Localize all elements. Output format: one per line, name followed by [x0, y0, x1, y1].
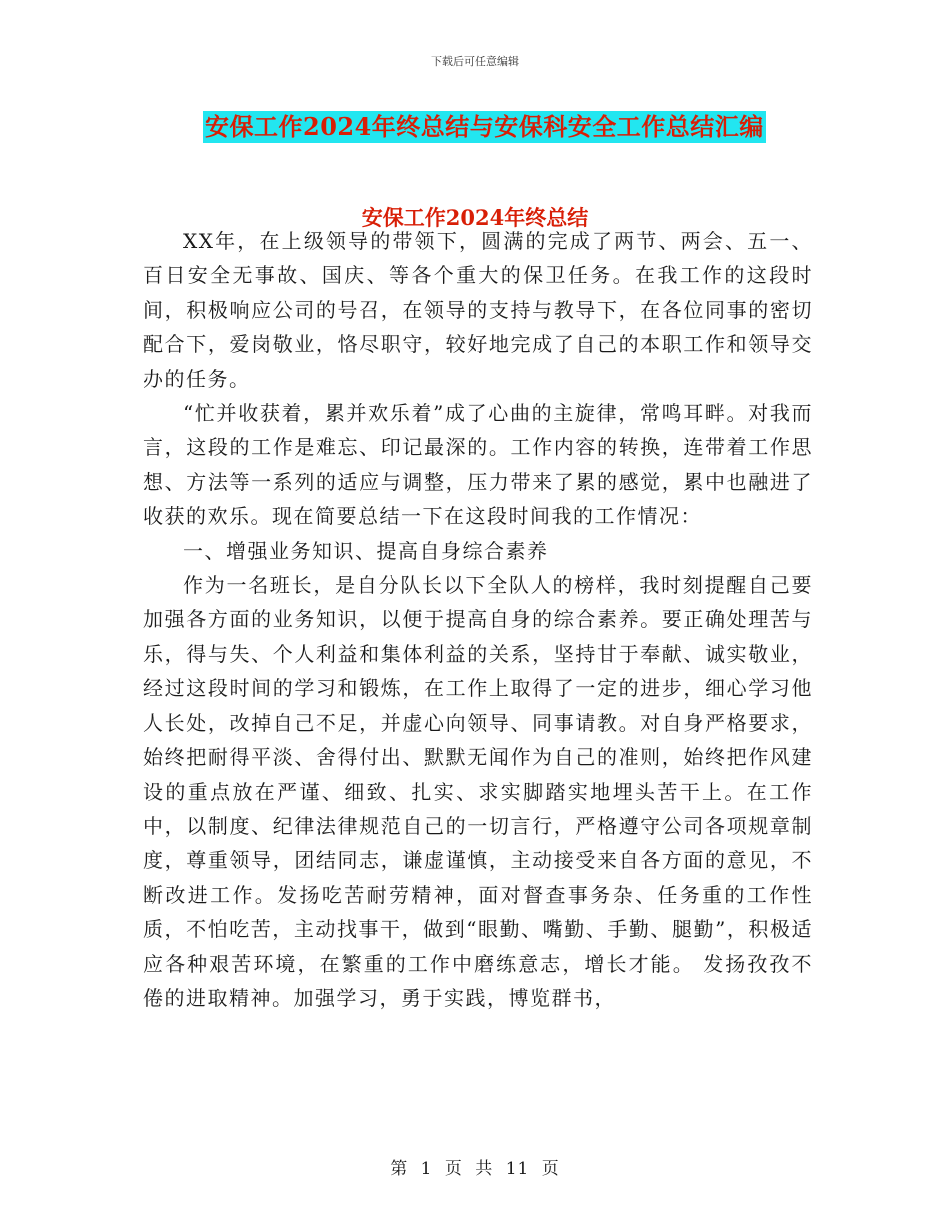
current-page-number: 1: [420, 1159, 433, 1179]
page-footer: [0, 1154, 950, 1179]
page-label-mid: 页: [444, 1159, 463, 1179]
paragraph-reflection: “忙并收获着，累并欢乐着”成了心曲的主旋律，常鸣耳畔。对我而言，这段的工作是难忘、印记最深的。工作内容的转换，连带着工作思想、方法等一系列的适应与调整，压力带来了累的感觉，累中也融进了收获的欢乐。现在简要总结一下在这段时间我的工作情况：: [143, 401, 813, 529]
section-title: 安保工作2024年终总结: [361, 205, 589, 230]
page-label-suffix: 页: [541, 1159, 560, 1179]
main-title: 安保工作2024年终总结与安保科安全工作总结汇编: [205, 112, 764, 141]
page-label-prefix: 第: [390, 1159, 409, 1179]
header-note: 下载后可任意编辑: [431, 55, 519, 68]
paragraph-intro: XX年，在上级领导的带领下，圆满的完成了两节、两会、五一、百日安全无事故、国庆、等各个重大的保卫任务。在我工作的这段时间，积极响应公司的号召，在领导的支持与教导下，在各位同事的密切配合下，爱岗敬业，恪尽职守，较好地完成了自己的本职工作和领导交办的任务。: [143, 229, 813, 391]
total-label: 共: [475, 1159, 494, 1179]
total-pages-number: 11: [505, 1159, 530, 1179]
section-heading-1: 一、增强业务知识、提高自身综合素养: [183, 538, 549, 563]
document-body: [143, 224, 813, 1015]
main-title-container: [203, 111, 766, 143]
paragraph-section-1: 作为一名班长，是自分队长以下全队人的榜样，我时刻提醒自己要加强各方面的业务知识，以便于提高自身的综合素养。要正确处理苦与乐，得与失、个人利益和集体利益的关系，坚持甘于奉献、诚实敬业，经过这段时间的学习和锻炼，在工作上取得了一定的进步，细心学习他人长处，改掉自己不足，并虚心向领导、同事请教。对自身严格要求，始终把耐得平淡、舍得付出、默默无闻作为自己的准则，始终把作风建设的重点放在严谨、细致、扎实、求实脚踏实地埋头苦干上。在工作中，以制度、纪律法律规范自己的一切言行，严格遵守公司各项规章制度，尊重领导，团结同志，谦虚谨慎，主动接受来自各方面的意见，不断改进工作。发扬吃苦耐劳精神，面对督查事务杂、任务重的工作性质，不怕吃苦，主动找事干，做到“眼勤、嘴勤、手勤、腿勤”，积极适应各种艰苦环境，在繁重的工作中磨练意志，增长才能。 发扬孜孜不倦的进取精神。加强学习，勇于实践，博览群书，: [143, 573, 813, 1010]
